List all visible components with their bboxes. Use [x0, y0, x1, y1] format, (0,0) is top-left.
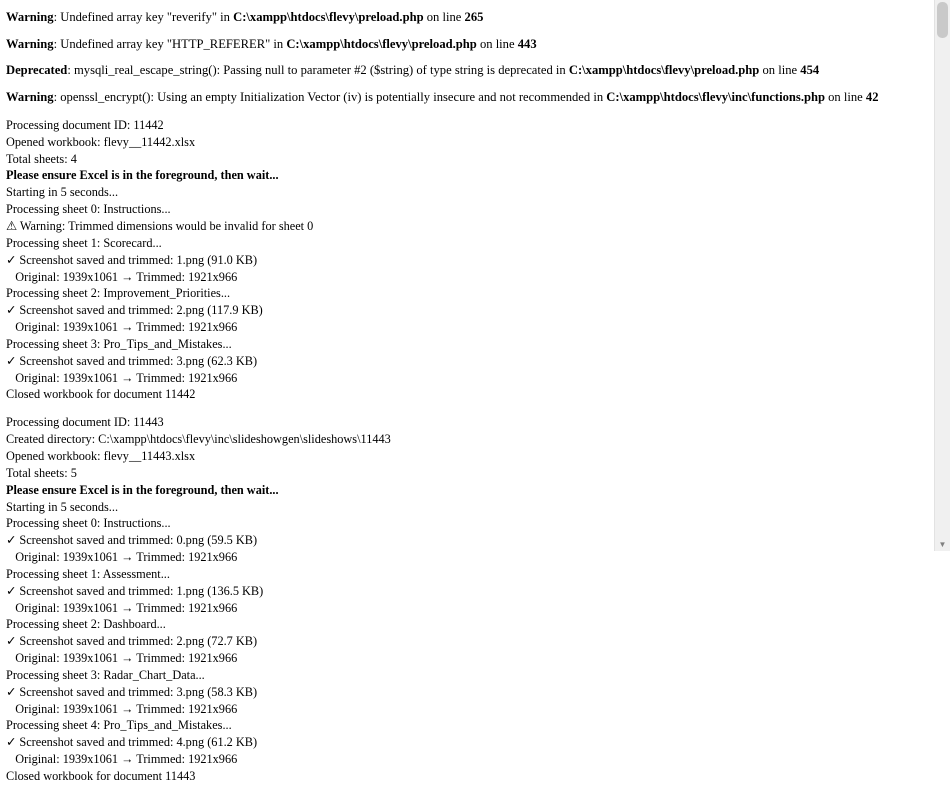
log-line: ✓ Screenshot saved and trimmed: 2.png (72.7 KB)	[6, 634, 258, 649]
log-line: ✓ Screenshot saved and trimmed: 0.png (59.5 KB)	[6, 533, 258, 548]
php-notice	[6, 37, 930, 53]
log-blank-line	[6, 403, 930, 414]
log-line: Original: 1939x1061 → Trimmed: 1921x966	[6, 550, 238, 565]
log-line: ✓ Screenshot saved and trimmed: 1.png (91.0 KB)	[6, 252, 258, 267]
log-line: Processing sheet 2: Improvement_Priorities...	[6, 286, 231, 301]
scrollbar-thumb[interactable]	[937, 2, 948, 38]
notice-online-text: on line	[759, 63, 801, 78]
log-line: Total sheets: 4	[6, 151, 77, 166]
log-line: ✓ Screenshot saved and trimmed: 2.png (117.9 KB)	[6, 303, 263, 318]
log-line: Original: 1939x1061 → Trimmed: 1921x966	[6, 320, 238, 335]
notice-level: Warning	[6, 36, 54, 51]
log-line: Created directory: C:\xampp\htdocs\flevy\inc\slideshowgen\slideshows\11443	[6, 432, 391, 447]
log-line: Opened workbook: flevy__11442.xlsx	[6, 134, 196, 149]
notice-line-number: 265	[464, 10, 484, 24]
log-line: Processing sheet 3: Pro_Tips_and_Mistakes...	[6, 336, 232, 351]
log-line: Opened workbook: flevy__11443.xlsx	[6, 448, 196, 463]
notice-line-number: 443	[517, 36, 537, 51]
vertical-scrollbar[interactable]	[934, 0, 950, 551]
log-line: Closed workbook for document 11442	[6, 387, 196, 402]
log-line: Original: 1939x1061 → Trimmed: 1921x966	[6, 651, 238, 666]
log-line: Original: 1939x1061 → Trimmed: 1921x966	[6, 269, 238, 284]
log-line: Please ensure Excel is in the foreground, then wait...	[6, 168, 279, 183]
log-line: ✓ Screenshot saved and trimmed: 1.png (136.5 KB)	[6, 583, 264, 598]
log-line: Original: 1939x1061 → Trimmed: 1921x966	[6, 752, 238, 767]
notice-online-text: on line	[476, 36, 518, 51]
notice-level: Deprecated	[6, 63, 68, 78]
log-line: Processing sheet 4: Pro_Tips_and_Mistakes...	[6, 718, 232, 733]
log-line: Closed workbook for document 11443	[6, 769, 196, 783]
notice-file-path: C:\xampp\htdocs\flevy\preload.php	[568, 63, 760, 78]
log-line: Processing document ID: 11442	[6, 117, 164, 132]
log-line: Processing sheet 1: Assessment...	[6, 566, 170, 581]
notice-message: : mysqli_real_escape_string(): Passing null to parameter #2 ($string) of type string is deprecated in	[67, 63, 569, 78]
log-line: Processing sheet 3: Radar_Chart_Data...	[6, 667, 205, 682]
log-line: Processing sheet 0: Instructions...	[6, 516, 171, 531]
log-line: Starting in 5 seconds...	[6, 185, 119, 200]
notice-file-path: C:\xampp\htdocs\flevy\preload.php	[233, 10, 424, 24]
log-line: Processing sheet 2: Dashboard...	[6, 617, 166, 632]
log-line: ✓ Screenshot saved and trimmed: 4.png (61.2 KB)	[6, 735, 258, 750]
notice-line-number: 454	[800, 63, 820, 78]
log-line: Starting in 5 seconds...	[6, 499, 119, 514]
notice-level: Warning	[6, 10, 54, 24]
log-line: ✓ Screenshot saved and trimmed: 3.png (62.3 KB)	[6, 353, 258, 368]
notice-file-path: C:\xampp\htdocs\flevy\inc\functions.php	[606, 90, 825, 105]
log-line: Original: 1939x1061 → Trimmed: 1921x966	[6, 370, 238, 385]
php-notice-list	[6, 10, 930, 106]
log-line: Total sheets: 5	[6, 465, 77, 480]
notice-message: : Undefined array key "HTTP_REFERER" in	[53, 36, 287, 51]
process-log	[6, 117, 930, 785]
log-line: ✓ Screenshot saved and trimmed: 3.png (58.3 KB)	[6, 684, 258, 699]
notice-file-path: C:\xampp\htdocs\flevy\preload.php	[286, 36, 477, 51]
notice-level: Warning	[6, 90, 54, 105]
log-line: Original: 1939x1061 → Trimmed: 1921x966	[6, 600, 238, 615]
notice-online-text: on line	[824, 90, 866, 105]
log-line: ⚠ Warning: Trimmed dimensions would be invalid for sheet 0	[6, 219, 314, 233]
log-line: Please ensure Excel is in the foreground, then wait...	[6, 482, 279, 497]
log-line: Processing document ID: 11443	[6, 415, 164, 430]
notice-online-text: on line	[423, 10, 465, 24]
php-notice	[6, 10, 930, 26]
notice-message: : Undefined array key "reverify" in	[53, 10, 234, 24]
scroll-down-arrow-icon[interactable]: ▼	[938, 540, 947, 549]
notice-message: : openssl_encrypt(): Using an empty Initialization Vector (iv) is potentially insecure and not recommended in	[53, 90, 607, 105]
php-notice	[6, 63, 930, 79]
log-line: Processing sheet 0: Instructions...	[6, 202, 171, 217]
notice-line-number: 42	[865, 90, 879, 105]
log-line: Processing sheet 1: Scorecard...	[6, 235, 162, 250]
php-notice	[6, 90, 930, 106]
log-line: Original: 1939x1061 → Trimmed: 1921x966	[6, 701, 238, 716]
